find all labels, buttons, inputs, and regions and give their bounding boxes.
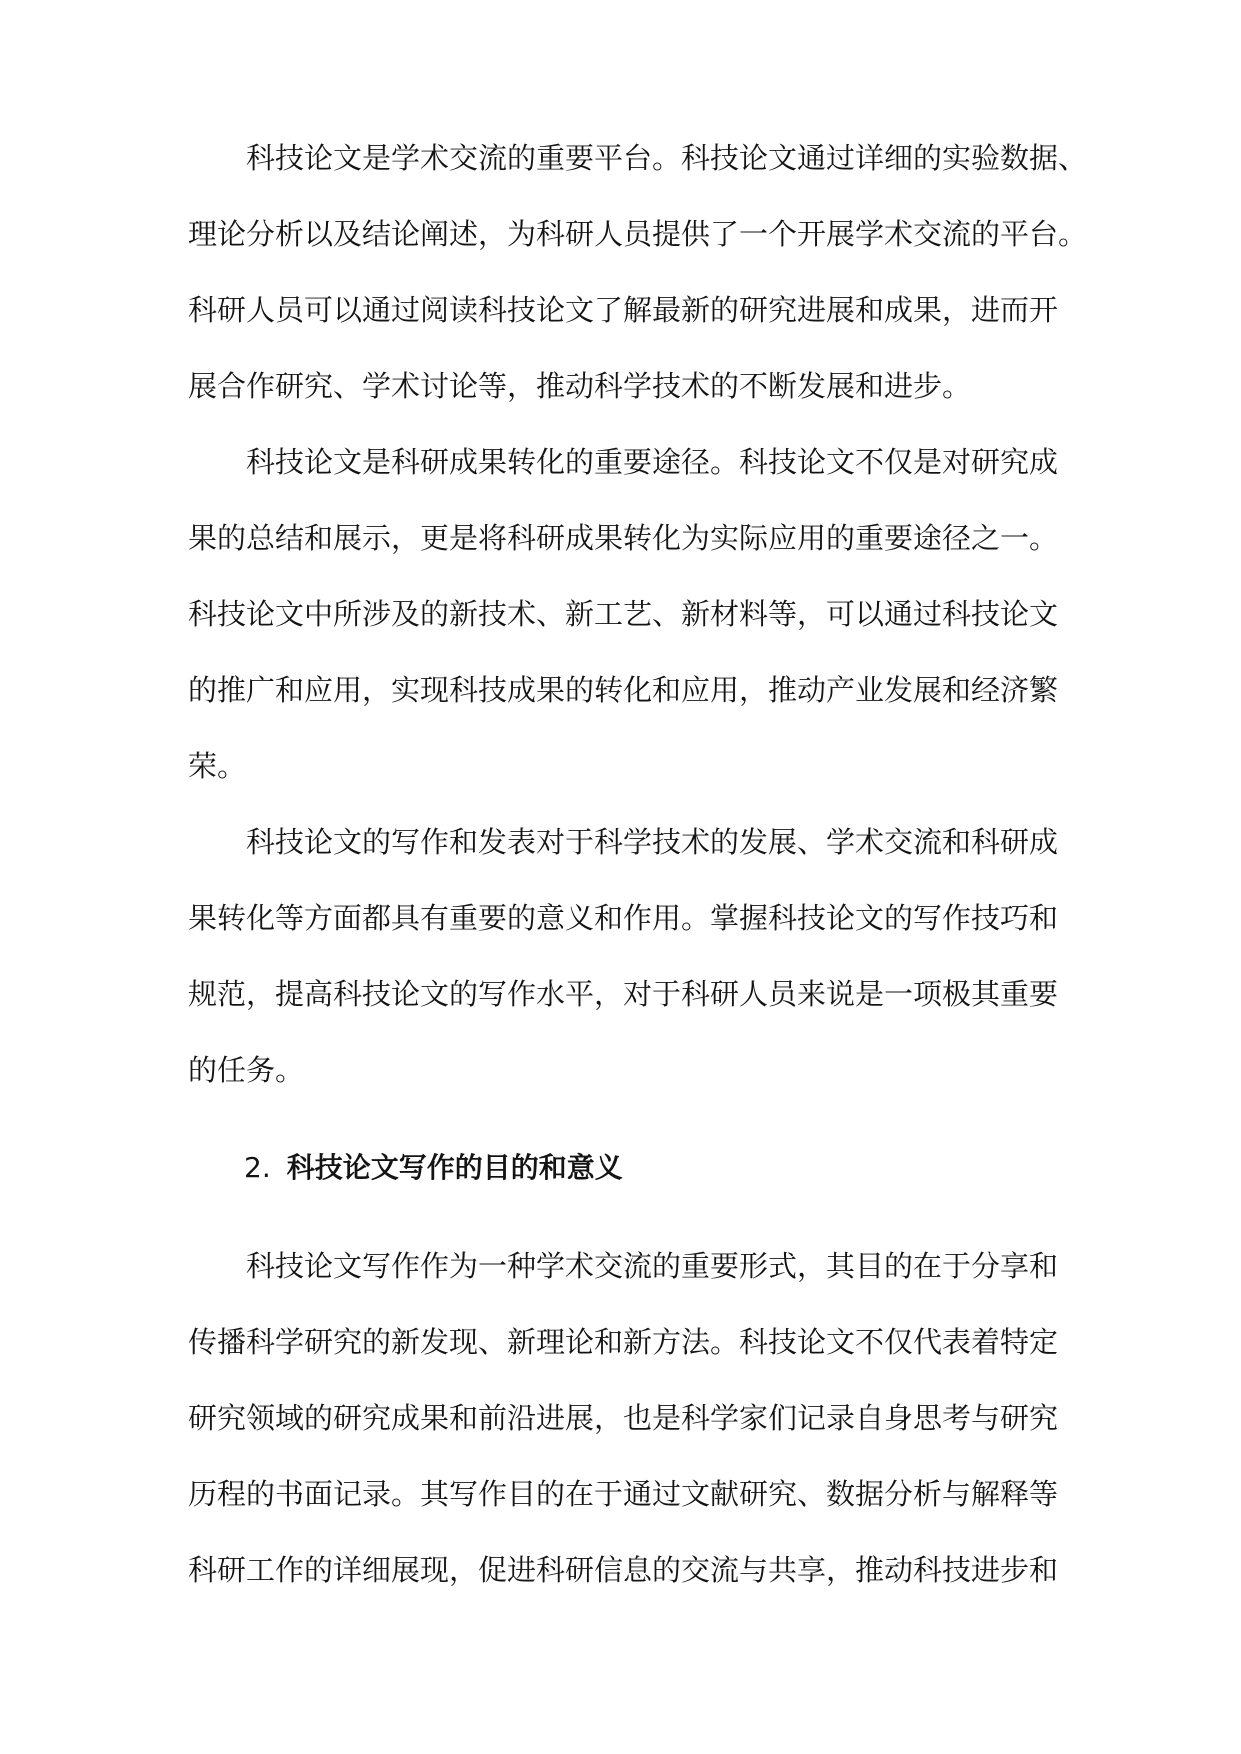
section-heading — [188, 1150, 1088, 1248]
section-number: 2. — [244, 1151, 271, 1184]
paragraph-line: 科技论文是科研成果转化的重要途径。科技论文不仅是对研究成 — [246, 445, 1059, 479]
paragraph-line: 的推广和应用，实现科技成果的转化和应用，推动产业发展和经济繁 — [188, 673, 1059, 707]
paragraph-line: 科研人员可以通过阅读科技论文了解最新的研究进展和成果，进而开 — [188, 293, 1059, 327]
paragraph-line: 科技论文中所涉及的新技术、新工艺、新材料等，可以通过科技论文 — [188, 597, 1059, 631]
document-body — [188, 140, 1088, 1628]
paragraph-line: 荣。 — [188, 749, 247, 783]
paragraph-line: 历程的书面记录。其写作目的在于通过文献研究、数据分析与解释等 — [188, 1477, 1059, 1511]
section-spacer — [188, 1128, 1088, 1150]
paragraph-line: 科研工作的详细展现，促进科研信息的交流与共享，推动科技进步和 — [188, 1553, 1059, 1587]
paragraph-result-transformation — [188, 444, 1088, 824]
paragraph-line: 研究领域的研究成果和前沿进展，也是科学家们记录自身思考与研究 — [188, 1401, 1059, 1435]
section-title: 科技论文写作的目的和意义 — [286, 1151, 623, 1184]
paragraph-writing-significance — [188, 824, 1088, 1128]
paragraph-line: 果的总结和展示，更是将科研成果转化为实际应用的重要途径之一。 — [188, 521, 1059, 555]
paragraph-line: 科技论文写作作为一种学术交流的重要形式，其目的在于分享和 — [246, 1249, 1059, 1283]
paragraph-line: 展合作研究、学术讨论等，推动科学技术的不断发展和进步。 — [188, 369, 972, 403]
paragraph-writing-purpose — [188, 1248, 1088, 1628]
paragraph-academic-exchange — [188, 140, 1088, 444]
paragraph-line: 规范，提高科技论文的写作水平，对于科研人员来说是一项极其重要 — [188, 977, 1059, 1011]
paragraph-line: 果转化等方面都具有重要的意义和作用。掌握科技论文的写作技巧和 — [188, 901, 1059, 935]
paragraph-line: 传播科学研究的新发现、新理论和新方法。科技论文不仅代表着特定 — [188, 1325, 1059, 1359]
paragraph-line: 科技论文的写作和发表对于科学技术的发展、学术交流和科研成 — [246, 825, 1059, 859]
paragraph-line: 理论分析以及结论阐述，为科研人员提供了一个开展学术交流的平台。 — [188, 217, 1088, 251]
paragraph-line: 科技论文是学术交流的重要平台。科技论文通过详细的实验数据、 — [246, 141, 1088, 175]
paragraph-line: 的任务。 — [188, 1053, 305, 1087]
